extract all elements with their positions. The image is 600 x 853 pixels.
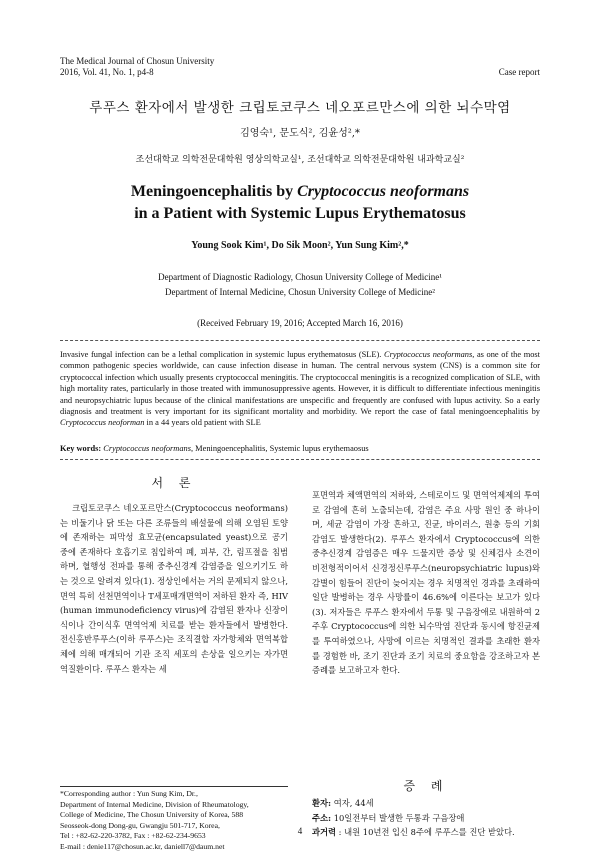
case-patient (312, 796, 540, 811)
corr-address: Seosseok-dong Dong-gu, Gwangju 501-717, Korea, (60, 820, 220, 830)
english-title-organism: Cryptococcus neoformans (297, 183, 470, 200)
keywords-label: Key words: (60, 444, 102, 453)
case-heading: 증 례 (403, 779, 449, 793)
received-dates: (Received February 19, 2016; Accepted March 16, 2016) (197, 318, 403, 328)
abstract-top-divider (60, 340, 540, 341)
abstract-organism-1: Cryptococcus neoformans (384, 350, 473, 359)
abstract-bottom-divider (60, 459, 540, 460)
corr-phone: Tel : +82-62-220-3782, Fax : +82-62-234-9653 (60, 831, 206, 841)
corr-email: E-mail : denie117@chosun.ac.kr, daniell7@daum.net (60, 841, 225, 851)
intro-text-continued: 포면역과 체액면역의 저하와, 스테로이드 및 면역억제제의 투여로 감염에 흔히 노출되는데, 감염은 주요 사망 원인 중 하나이며, 세균 감염이 가장 흔하고, 진균, 바이러스, 원충 등의 기회 감염도 발생한다(2). 루푸스 환자에서 Cryptococcus에 의한 중추신경계 감염증은 매우 드물지만 증상 및 신체검사 소견이 비전형적이어서 신경정신루푸스(neuropsychiatric lupus)와 감별이 힘들어 진단이 늦어지는 경우 치명적인 경과를 초래하여 일단 발병하는 경우 사망률이 46.6%에 이른다는 보고가 있다(3). 저자들은 루푸스 환자에서 두통 및 구음장애로 내원하여 2주후 Cryptococcus에 의한 뇌수막염 진단과 동시에 항진균제를 투여하였으나, 사망에 이르는 치명적인 결과를 초래한 환자를 경험한 바, 조기 진단과 조기 치료의 중요함을 강조하고자 본 증례를 보고하고자 한다. (312, 490, 540, 676)
korean-authors: 김영숙¹, 문도식², 김윤성²,* (240, 128, 360, 139)
affiliation-internal-medicine: Department of Internal Medicine, Chosun University College of Medicine² (165, 287, 435, 297)
corr-department: Department of Internal Medicine, Division of Rheumatology, (60, 799, 249, 809)
case-history-label: 과거력 (312, 827, 337, 838)
english-authors: Young Sook Kim¹, Do Sik Moon², Yun Sung Kim²,* (191, 240, 409, 251)
intro-section (60, 474, 288, 676)
footnote-divider (60, 786, 288, 787)
intro-text: 크립토코쿠스 네오포르만스(Cryptococcus neoformans)는 비둘기나 닭 또는 다른 조류들의 배설물에 의해 오염된 토양에 존재하는 피막성 효모균(encapsulated yeast)으로 공기 중에 존재하다 호흡기로 침입하여 폐, 피부, 간, 림프절을 침범하며, 혈행성 전파를 통해 중추신경계 감염증을 일으키기도 하는 것으로 알려져 있다(1). 정상인에서는 거의 문제되지 않으나, 면역 특히 선천면역이나 T세포매개면역이 저하된 환자 즉, HIV (human immunodeficiency virus)에 감염된 환자나 신장이식이나 간이식후 면역억제 치료를 받는 환자들에서 발병한다. 전신홍반루푸스(이하 루푸스)는 조직결합 자가항체와 면역복합체에 의해 매개되어 기관 조직 세포의 손상을 일으키는 자가면역질환이다. 루푸스 환자는 세 (60, 503, 288, 674)
case-complaint-label: 주소: (312, 812, 332, 823)
abstract-organism-2: Cryptococcus neoforman (60, 418, 145, 428)
keywords-organism: Cryptococcus neoformans (101, 444, 191, 453)
article-type: Case report (498, 67, 540, 77)
keywords-rest: , Meningoencephalitis, Systemic lupus erythemaosus (190, 444, 369, 453)
abstract-text-1: Invasive fungal infection can be a lethal complication in systemic lupus erythematosus (SLE). (60, 350, 385, 359)
journal-header (60, 56, 214, 78)
corr-author: *Corresponding author : Yun Sung Kim, Dr., (60, 789, 198, 798)
correspondence-footnote (60, 789, 288, 853)
korean-title: 루푸스 환자에서 발생한 크립토코쿠스 네오포르만스에 의한 뇌수막염 (89, 100, 511, 116)
english-title-pre: Meningoencephalitis by (130, 183, 298, 200)
english-affiliations (0, 270, 600, 300)
affiliation-radiology: Department of Diagnostic Radiology, Chosun University College of Medicine¹ (158, 272, 442, 282)
case-complaint-value: 10일전부터 발생한 두통과 구음장애 (331, 812, 465, 823)
intro-heading: 서 론 (151, 476, 197, 490)
journal-name: The Medical Journal of Chosun University (60, 56, 215, 66)
case-patient-value: 여자, 44세 (331, 798, 374, 808)
abstract-text-3: in a 44 years old patient with SLE (144, 418, 261, 428)
case-chief-complaint (312, 811, 540, 826)
case-history-value: : 내원 10년전 입신 8주에 루푸스를 진단 받았다. (336, 827, 515, 838)
korean-affiliations: 조선대학교 의학전문대학원 영상의학교실¹, 조선대학교 의학전문대학원 내과학교실² (135, 155, 465, 165)
abstract-text-2: , as one of the most common pathogenic species worldwide, can cause infection disease in human. The central nervous system (CNS) is a common site for cryptococcal infection which usually presents cryptococcal meningitis. The cryptococcal meningitis is a recognized complication of SLE, with high mortality rates, particularly in those treated with immunosuppressive agents. However, it is difficult to differentiate infectious meningitis and neuropsychiatric lupus because of the clinical manifestations are unspecific and frequently are confused with lupus activity. So a early diagnosis and treatment is very important for its significant mortality and morbidity. We report the case of fatal meningoencephalitis by (60, 350, 540, 417)
english-title-line2: in a Patient with Systemic Lupus Erythematosus (134, 205, 466, 222)
page-number: 4 (297, 826, 303, 836)
abstract (60, 349, 540, 429)
case-patient-label: 환자: (312, 798, 332, 808)
english-title (0, 181, 600, 225)
journal-volume: 2016, Vol. 41, No. 1, p4-8 (60, 67, 154, 77)
intro-continuation (312, 488, 540, 678)
keywords (60, 444, 540, 453)
corr-college: College of Medicine, The Chosun University of Korea, 588 (60, 810, 244, 820)
